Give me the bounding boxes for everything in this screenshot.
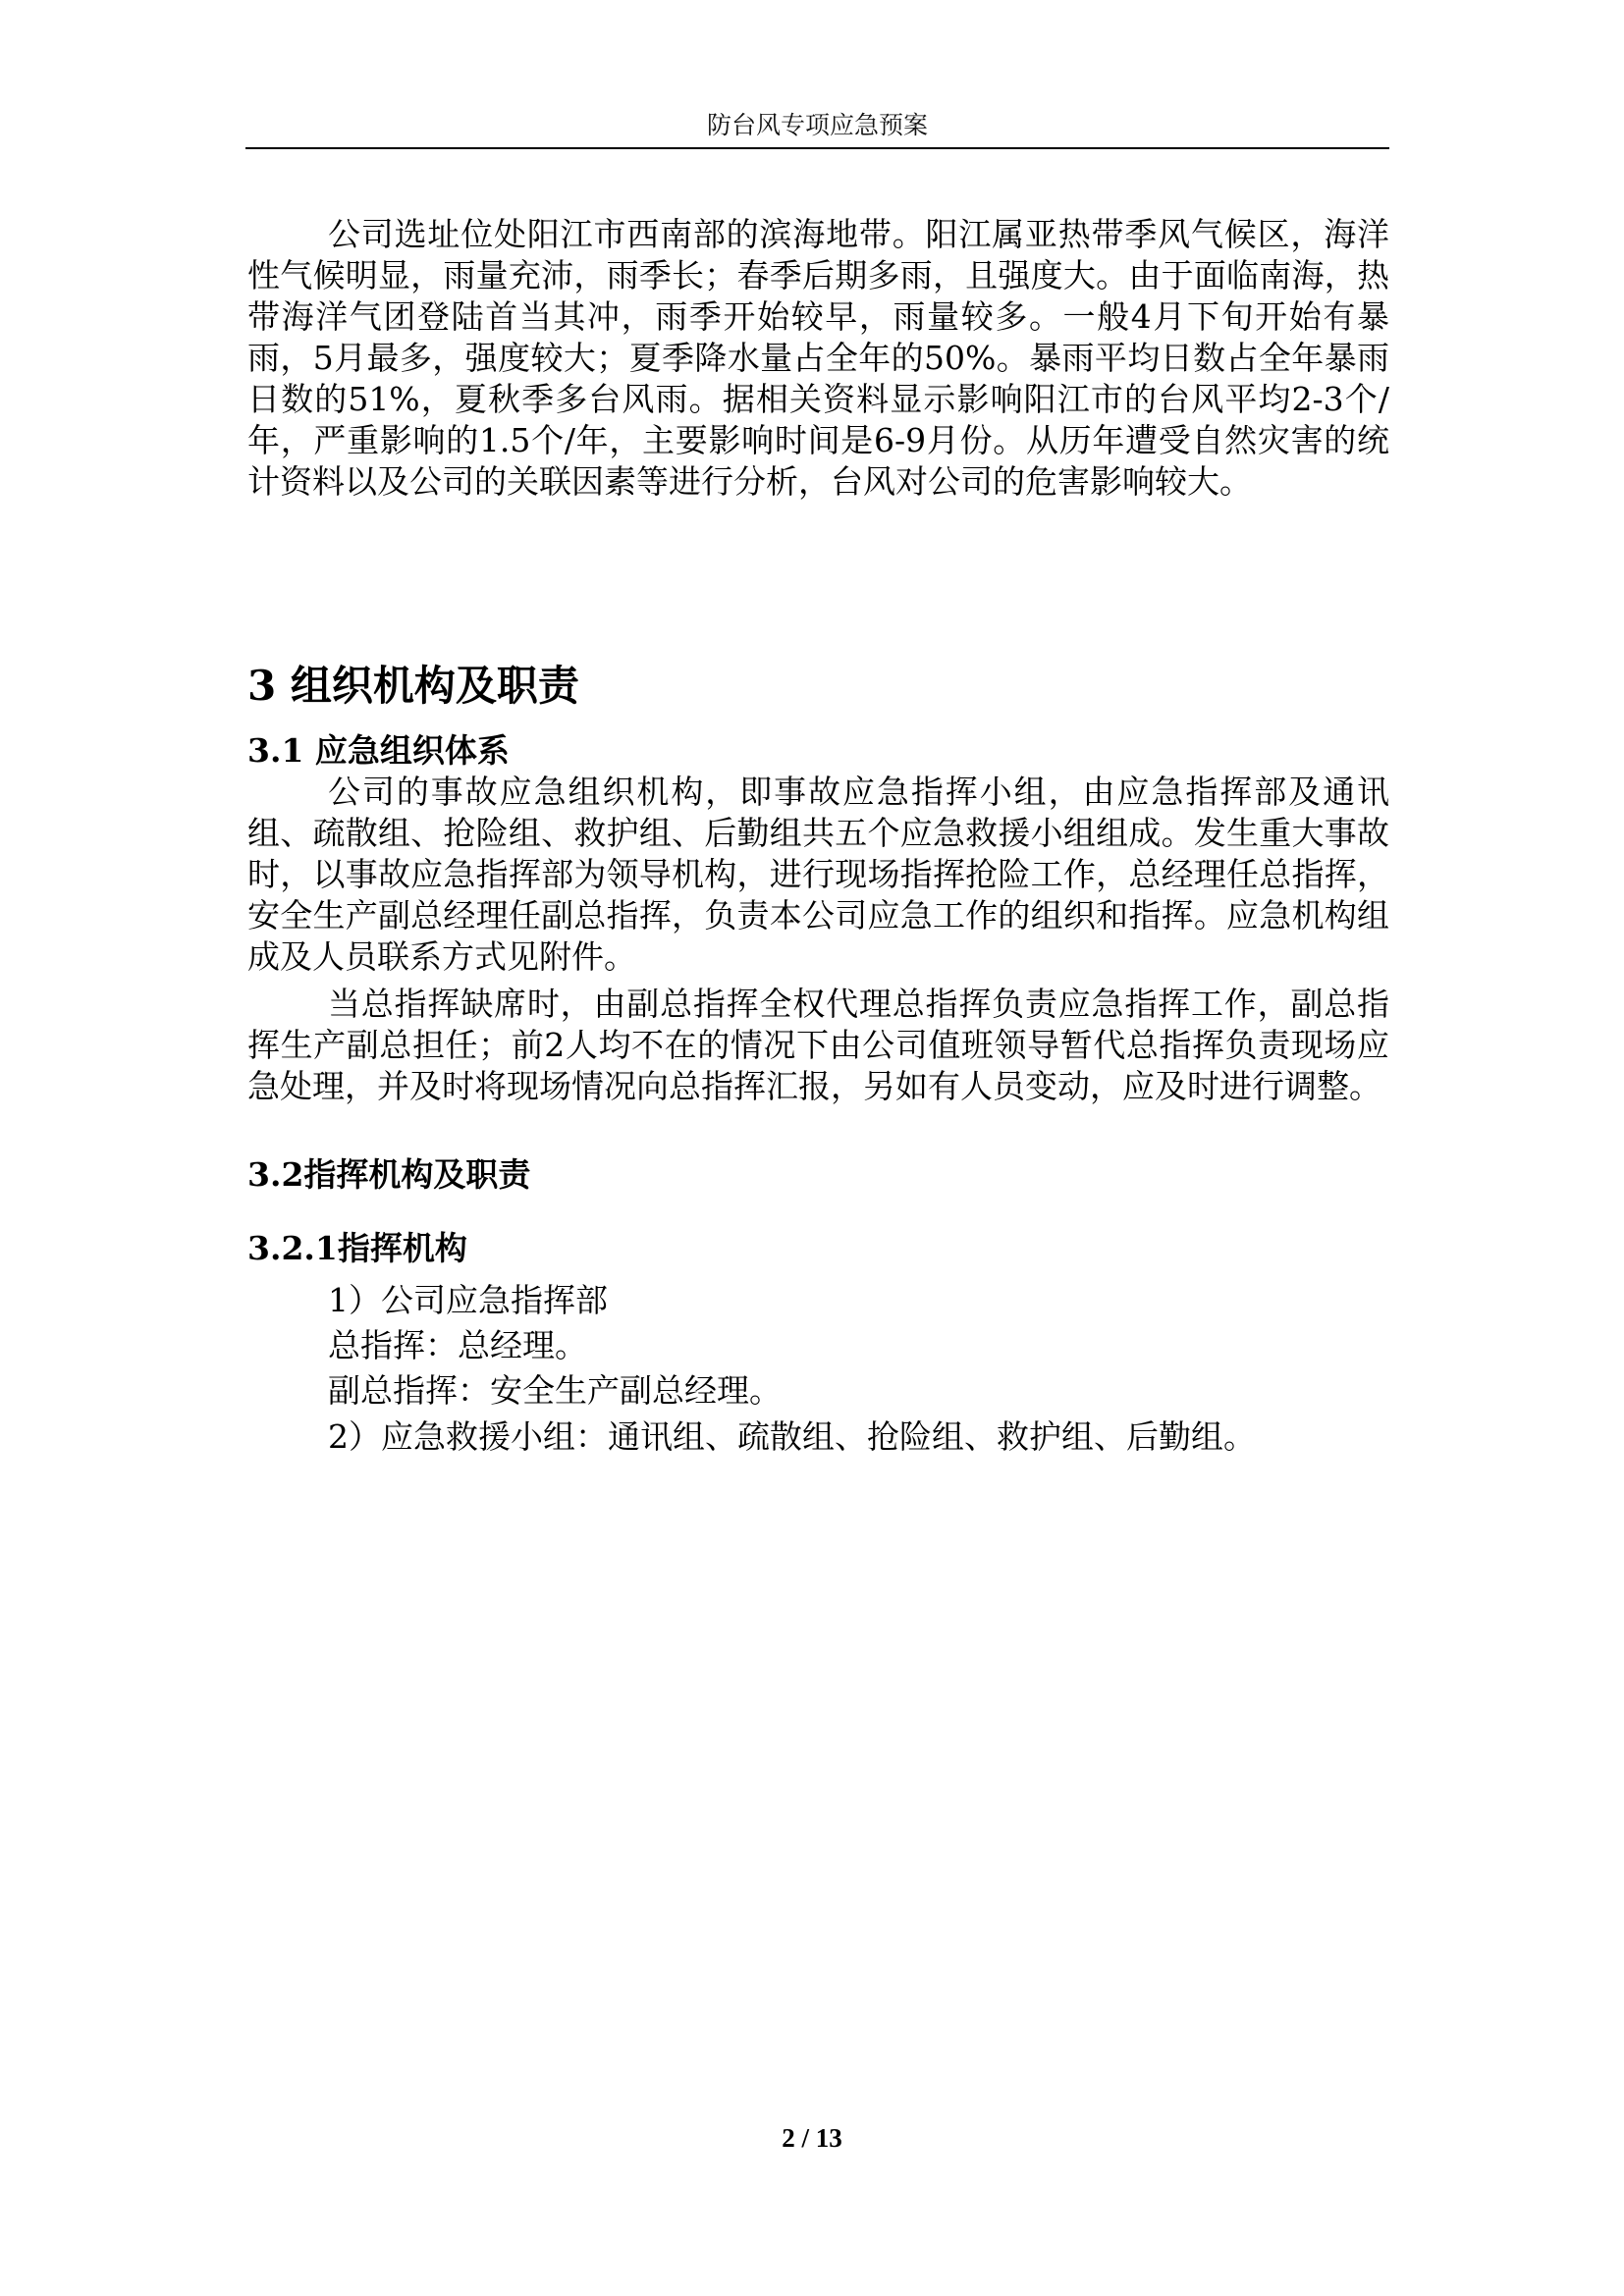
section-3-2-1-heading: 3.2.1指挥机构 <box>247 1229 467 1267</box>
page-number: 2 / 13 <box>782 2123 842 2153</box>
intro-paragraph: 公司选址位处阳江市西南部的滨海地带。阳江属亚热带季风气候区，海洋性气候明显，雨量充沛，雨季长；春季后期多雨，且强度大。由于面临南海，热带海洋气团登陆首当其冲，雨季开始较早，雨量较多。一般4月下旬开始有暴雨，5月最多，强度较大；夏季降水量占全年的50%。暴雨平均日数占全年暴雨日数的51%，夏秋季多台风雨。据相关资料显示影响阳江市的台风平均2-3个/年，严重影响的1.5个/年，主要影响时间是6-9月份。从历年遭受自然灾害的统计资料以及公司的关联因素等进行分析，台风对公司的危害影响较大。 <box>247 215 1389 501</box>
section-3-1-paragraph-2: 当总指挥缺席时，由副总指挥全权代理总指挥负责应急指挥工作，副总指挥生产副总担任；前2人均不在的情况下由公司值班领导暂代总指挥负责现场应急处理，并及时将现场情况向总指挥汇报，另如有人员变动，应及时进行调整。 <box>247 985 1389 1105</box>
list-item-rescue-teams: 2）应急救援小组：通讯组、疏散组、抢险组、救护组、后勤组。 <box>328 1417 1256 1456</box>
section-3-1-paragraph-1: 公司的事故应急组织机构，即事故应急指挥小组，由应急指挥部及通讯组、疏散组、抢险组、救护组、后勤组共五个应急救援小组组成。发生重大事故时，以事故应急指挥部为领导机构，进行现场指挥抢险工作，总经理任总指挥，安全生产副总经理任副总指挥，负责本公司应急工作的组织和指挥。应急机构组成及人员联系方式见附件。 <box>247 773 1389 976</box>
list-item-deputy-commander: 副总指挥：安全生产副总经理。 <box>328 1371 782 1410</box>
page-header-title: 防台风专项应急预案 <box>706 111 928 139</box>
header-divider <box>245 147 1389 149</box>
section-3-1-heading: 3.1 应急组织体系 <box>247 731 510 770</box>
section-3-2-heading: 3.2指挥机构及职责 <box>247 1155 531 1194</box>
list-item-command-center: 1）公司应急指挥部 <box>328 1281 608 1319</box>
section-3-heading: 3 组织机构及职责 <box>247 662 579 710</box>
list-item-commander: 总指挥：总经理。 <box>328 1326 587 1364</box>
